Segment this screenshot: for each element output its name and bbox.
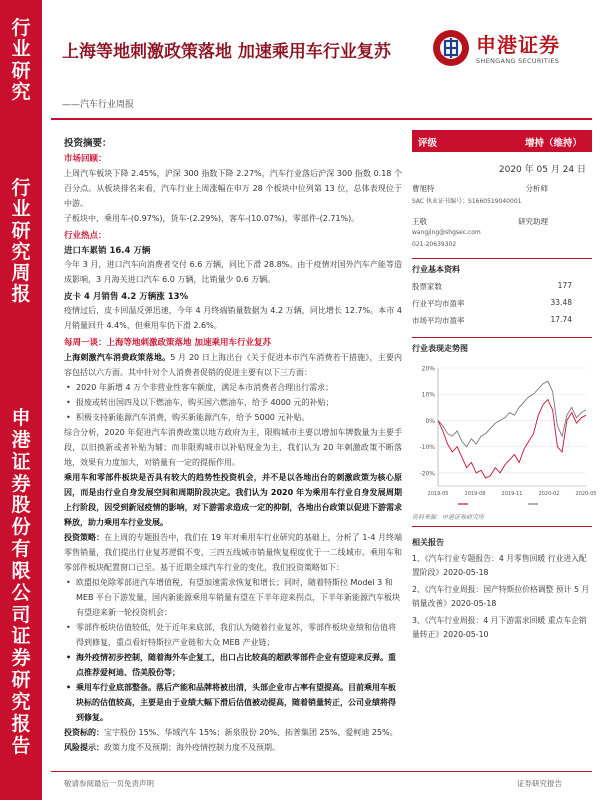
analyst-name: 曹旭特 (412, 184, 435, 193)
basic-value: 177 (557, 281, 572, 290)
sub-sector-text: 子板块中，乘用车-(0.97%)，货车-(2.29%)，客车-(10.07%)，零部件-(2.71%)。 (64, 214, 360, 223)
sidebar-char: 告 (11, 734, 31, 757)
sidebar-char: 究 (11, 240, 31, 263)
weekly-talk-intro (64, 350, 402, 380)
sidebar-label-industry-research (0, 18, 42, 103)
sidebar-char: 究 (11, 690, 31, 713)
analyst-cert: SAC 执业证书编号：S1660519040001 (412, 198, 522, 205)
assistant-row (412, 216, 592, 229)
sidebar-label-company (0, 408, 42, 758)
page-subtitle: ——汽车行业周报 (62, 100, 135, 110)
chart-x-tick-label: 2019-11 (501, 491, 523, 497)
targets-heading: 投资标的： (64, 728, 104, 737)
weekly-talk-lead: 上海刺激汽车消费政策落地。 (64, 353, 171, 362)
list-item: • 2020 年新增 4 万个非营业性客车额度，满足本市消费者合理出行需求； (64, 380, 402, 395)
sidebar-char: 有 (11, 538, 31, 561)
sidebar-char: 报 (11, 712, 31, 735)
table-row (412, 281, 592, 298)
chart-y-tick-label: -20% (419, 470, 435, 478)
sidebar-char: 研 (11, 669, 31, 692)
rating-banner (412, 130, 592, 152)
targets-body: 宝宇股份 15%、华域汽车 15%；新泉股份 20%、拓普集团 25%、爱柯迪 25%。 (104, 728, 398, 737)
sidebar-char: 行 (11, 17, 31, 39)
assistant-name: 王敬 (412, 217, 427, 226)
sidebar-char: 限 (11, 559, 31, 582)
related-report-link[interactable]: 2、《汽车行业周报：国产特斯拉价格调整 预计 5 月销量改善》2020-05-18 (412, 585, 590, 608)
chart-y-tick-label: 0% (425, 417, 435, 425)
assistant-role: 研究助理 (518, 217, 548, 226)
rating-value: 增持（维持） (524, 138, 582, 149)
related-report-link[interactable]: 1、《汽车行业专题报告：4 月零售回暖 行业进入配置阶段》2020-05-18 (412, 554, 587, 577)
performance-chart-svg (412, 360, 597, 510)
sidebar-char: 研 (11, 219, 31, 242)
strategy-text (64, 530, 402, 575)
industry-hotspot-heading: 行业热点： (64, 231, 107, 241)
weekly-talk-body: 5 月 20 日上海出台《关于促进本市汽车消费若干措施》，主要内容包括以六方面。其中针对个人消费者促销的促进主要有以下三方面： (64, 353, 402, 377)
sidebar-char: 证 (11, 625, 31, 648)
import-car-heading: 进口车累销 16.4 万辆 (64, 246, 151, 256)
risk-warning (64, 740, 402, 755)
performance-chart (412, 360, 597, 510)
header-divider (51, 118, 592, 120)
footer-page-label: 证券研究报告 (517, 779, 562, 788)
list-item: • 海外疫情初步控制，随着海外车企复工，出口占比较高的超跌零部件企业有望迎来反弹。重点推荐爱柯迪、岱美股份等； (64, 650, 402, 680)
sidebar-char: 究 (11, 80, 31, 103)
chart-x-tick-label: 2020-02 (538, 491, 560, 497)
footer-divider (51, 771, 592, 772)
sidebar-char: 券 (11, 647, 31, 670)
investment-summary (64, 130, 402, 755)
chart-y-tick-label: -10% (419, 444, 435, 452)
pickup-text: 疫情过后，皮卡回温反弹迅速，今年 4 月终端销量数据为 4.2 万辆，同比增长 12.7%。本市 4 月销量回升 4.4%，但乘用车仍下滑 2.6%。 (64, 306, 402, 330)
basic-label: 股票家数 (412, 282, 442, 291)
strategy-body: 在上周的专题报告中，我们在 19 年对乘用车行业研究的基础上，分析了 1-4 月终端零售销量，我们提出行业复苏逻辑不变，三四五线城市销量恢复程度优于一二线城市。乘用车和零部件板块配置窗口已至。基于近期全球汽车行业的变化，我们投资策略如下： (64, 533, 403, 572)
analyst-row (412, 183, 592, 196)
sidebar-label-weekly-report (0, 178, 42, 306)
logo-name-en: SHENGANG SECURITIES (476, 57, 560, 65)
analyst-role: 分析师 (525, 184, 548, 193)
chart-series-line-2 (438, 381, 586, 447)
sidebar-char: 业 (11, 198, 31, 221)
sidebar-char: 港 (11, 428, 31, 451)
chart-x-tick-label: 2020-05 (575, 491, 597, 497)
chart-heading: 行业表现走势图 (412, 344, 468, 353)
sidebar-char: 份 (11, 516, 31, 539)
market-review-heading: 市场回顾： (64, 154, 107, 164)
pickup-heading: 皮卡 4 月销售 4.2 万辆涨 13% (64, 292, 189, 302)
sidebar-char: 券 (11, 472, 31, 495)
list-item: • 欧盟拟免除零部进汽车增值税，有望加速需求恢复和增长；同时，随着特斯拉 Model 3 和 MEB 平台下游发量，国内新能源乘用车销量有望在下半年迎来拐点，下半年新能源汽车板块有望迎来新一轮投资机会： (64, 575, 402, 620)
summary-heading: 投资摘要： (64, 138, 112, 149)
import-car-text: 今年 3 月，进口汽车向消费者交付 6.6 万辆，同比下滑 28.8%。由于疫情对国外汽车产能等造成影响，3 月海关进口汽车 6.0 万辆，比销量少 0.6 万辆。 (64, 260, 402, 284)
strategy-heading: 投资策略： (64, 533, 105, 542)
side-divider (412, 258, 592, 259)
footer-disclaimer: 敬请参阅最后一页免责声明 (64, 779, 154, 788)
basic-value: 17.74 (550, 315, 572, 324)
side-panel (412, 130, 597, 645)
sidebar-char: 申 (11, 407, 31, 429)
assistant-email[interactable]: wangjing@shgsec.com (412, 229, 481, 236)
sidebar-char: 证 (11, 450, 31, 473)
risk-body: 政策力度不及预期；海外疫情控制力度不及预期。 (104, 743, 280, 752)
policy-analysis-text: 综合分析，2020 年促进汽车消费政策以地方政府为主，限购城市主要以增加车牌数量为主要手段，以旧换新或者补贴为辅；而非限购城市以补贴现金为主，我们认为 20 年刺激政策不断落地，效果有力度加大，对销量有一定的提振作用。 (64, 428, 402, 467)
basic-label: 市场平均市盈率 (412, 316, 465, 325)
cycle-analysis-bold: 乘用车和零部件板块是否具有较大的趋势性投资机会，并不是以各地出台的刺激政策为核心原因，而是由行业自身发展空间和周期阶段决定。我们认为 2020 年为乘用车行业自身发展周期上行阶段，因受到新冠疫情的影响，对下游需求造成一定的抑制，各地出台政策以促进下游需求释放，助力乘用车行业发展。 (64, 473, 402, 527)
sidebar-char: 业 (11, 38, 31, 61)
strategy-bullet-list (64, 575, 402, 725)
related-reports-heading: 相关报告 (412, 538, 444, 547)
report-date: 2020 年 05 月 24 日 (498, 165, 586, 175)
logo-name-cn: 申港证券 (476, 33, 560, 57)
chart-y-tick-label: 20% (421, 365, 435, 373)
cycle-analysis-text (64, 470, 402, 530)
market-review-text: 上周汽车板块下降 2.45%，沪深 300 指数下降 2.27%，汽车行业落后沪深 300 指数 0.18 个百分点。从板块排名来看，汽车行业上周涨幅在申万 28 个板块中位列第 13 位，总体表现位于中游。 (64, 169, 402, 208)
risk-heading: 风险提示： (64, 743, 104, 752)
list-item: • 乘用车行业底部整备。落后产能和品牌将被出清，头部企业市占率有望提高。目前乘用车板块标的估值较高，主要是由于业绩大幅下滑后估值被动提高，随着销量转正，公司业绩将得到修复。 (64, 680, 402, 725)
sidebar-char: 股 (11, 494, 31, 517)
list-item: • 积极支持新能源汽车消费，购买新能源汽车，给予 5000 元补贴。 (64, 410, 402, 425)
sidebar-char: 行 (11, 177, 31, 199)
sidebar-char: 研 (11, 59, 31, 82)
basic-data-heading: 行业基本资料 (412, 265, 460, 274)
chart-x-tick-label: 2019-08 (464, 491, 486, 497)
list-item: • 零部件板块估值较低，处于近年来底部，我们认为随着行业复苏，零部件板块业绩和估值将得到修复，重点看好特斯拉产业链和大众 MEB 产业链； (64, 620, 402, 650)
chart-source: 资料来源：申港证券研究所 (412, 514, 485, 521)
policy-bullet-list (64, 380, 402, 425)
table-row (412, 315, 592, 332)
company-logo (432, 27, 582, 73)
table-row (412, 298, 592, 315)
logo-emblem-icon (432, 29, 470, 67)
side-divider (412, 337, 592, 338)
page-title: 上海等地刺激政策落地 加速乘用车行业复苏 (62, 42, 391, 62)
investment-targets (64, 725, 402, 740)
sidebar-char: 司 (11, 603, 31, 626)
sidebar-char: 公 (11, 581, 31, 604)
basic-value: 33.48 (550, 298, 572, 307)
sidebar-char: 报 (11, 283, 31, 306)
chart-series-line-1 (438, 400, 586, 479)
sidebar-char: 周 (11, 262, 31, 285)
list-item: • 报废或转出国四及以下燃油车，购买国六燃油车，给予 4000 元的补贴； (64, 395, 402, 410)
related-report-link[interactable]: 3、《汽车行业周报：4 月下游需求回暖 重点车企销量转正》2020-05-10 (412, 616, 587, 639)
rating-label: 评级 (418, 138, 438, 149)
assistant-phone: 021-20639302 (412, 241, 457, 248)
side-divider (412, 526, 592, 527)
chart-y-tick-label: 10% (421, 391, 435, 399)
basic-label: 行业平均市盈率 (412, 299, 465, 308)
weekly-talk-heading: 每周一谈：上海等地刺激政策落地 加速乘用车行业复苏 (64, 338, 271, 348)
chart-x-tick-label: 2019-05 (427, 491, 449, 497)
